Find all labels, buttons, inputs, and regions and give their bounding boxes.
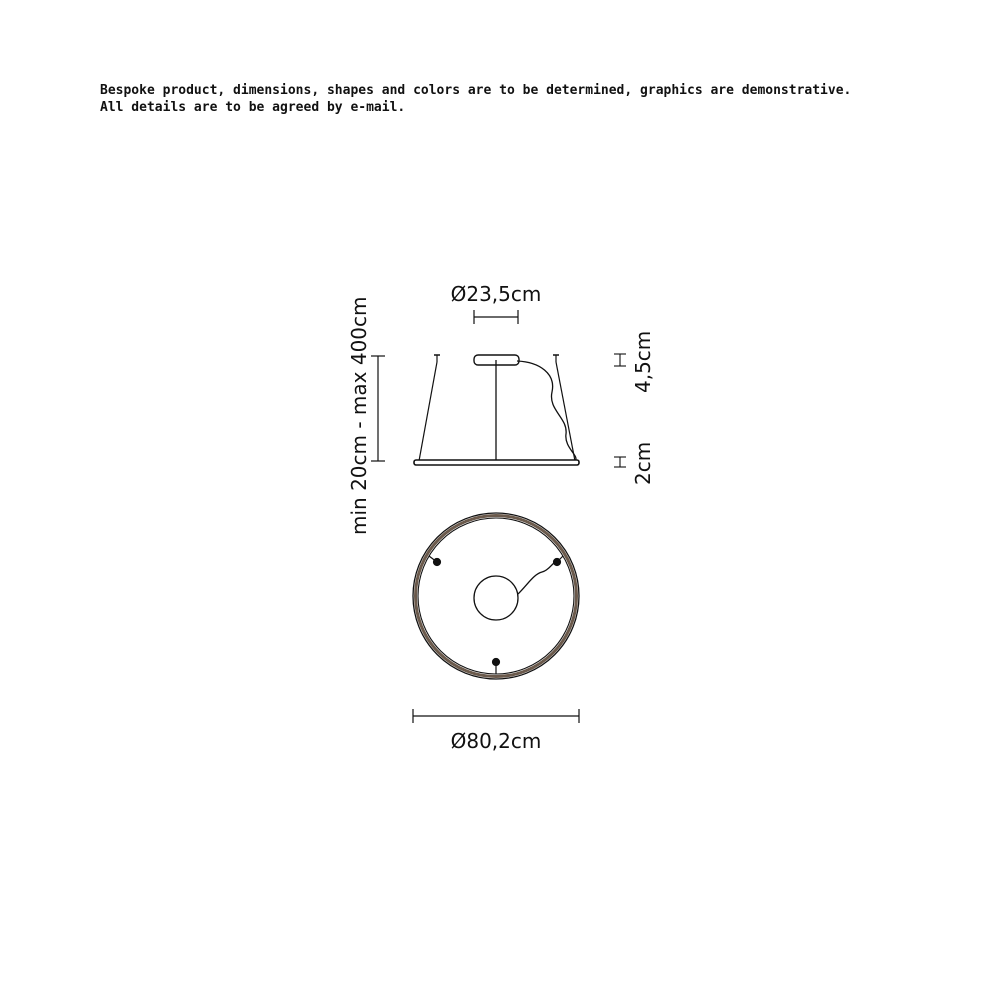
disclaimer-text: Bespoke product, dimensions, shapes and colors are to be determined, graphics are demonstrative. All details are to be agreed by e-mail. — [100, 83, 852, 115]
canopy-top — [474, 576, 518, 620]
ring-height-label: 2cm — [631, 441, 655, 485]
ring-diameter-label: Ø80,2cm — [450, 729, 542, 753]
attachment-point-left — [429, 556, 441, 566]
left-suspension-hook — [434, 355, 440, 362]
suspension-height-dimension — [371, 356, 385, 461]
canopy-diameter-label: Ø23,5cm — [450, 282, 542, 306]
canopy-height-dimension — [614, 354, 626, 366]
right-suspension-hook — [553, 355, 559, 362]
attachment-point-bottom — [493, 659, 500, 675]
right-suspension-cable — [556, 362, 575, 461]
power-cable — [517, 361, 576, 461]
side-view — [414, 355, 579, 465]
canopy-height-label: 4,5cm — [631, 330, 655, 393]
ring-height-dimension — [614, 457, 626, 467]
attachment-point-right — [554, 556, 564, 566]
plan-view — [413, 513, 579, 679]
suspension-height-label: min 20cm - max 400cm — [347, 296, 371, 535]
canopy-diameter-dimension — [474, 310, 518, 324]
left-suspension-cable — [419, 362, 437, 461]
power-cable-plan — [518, 562, 557, 594]
ring-diameter-dimension — [413, 709, 579, 723]
ring-profile — [414, 460, 579, 465]
